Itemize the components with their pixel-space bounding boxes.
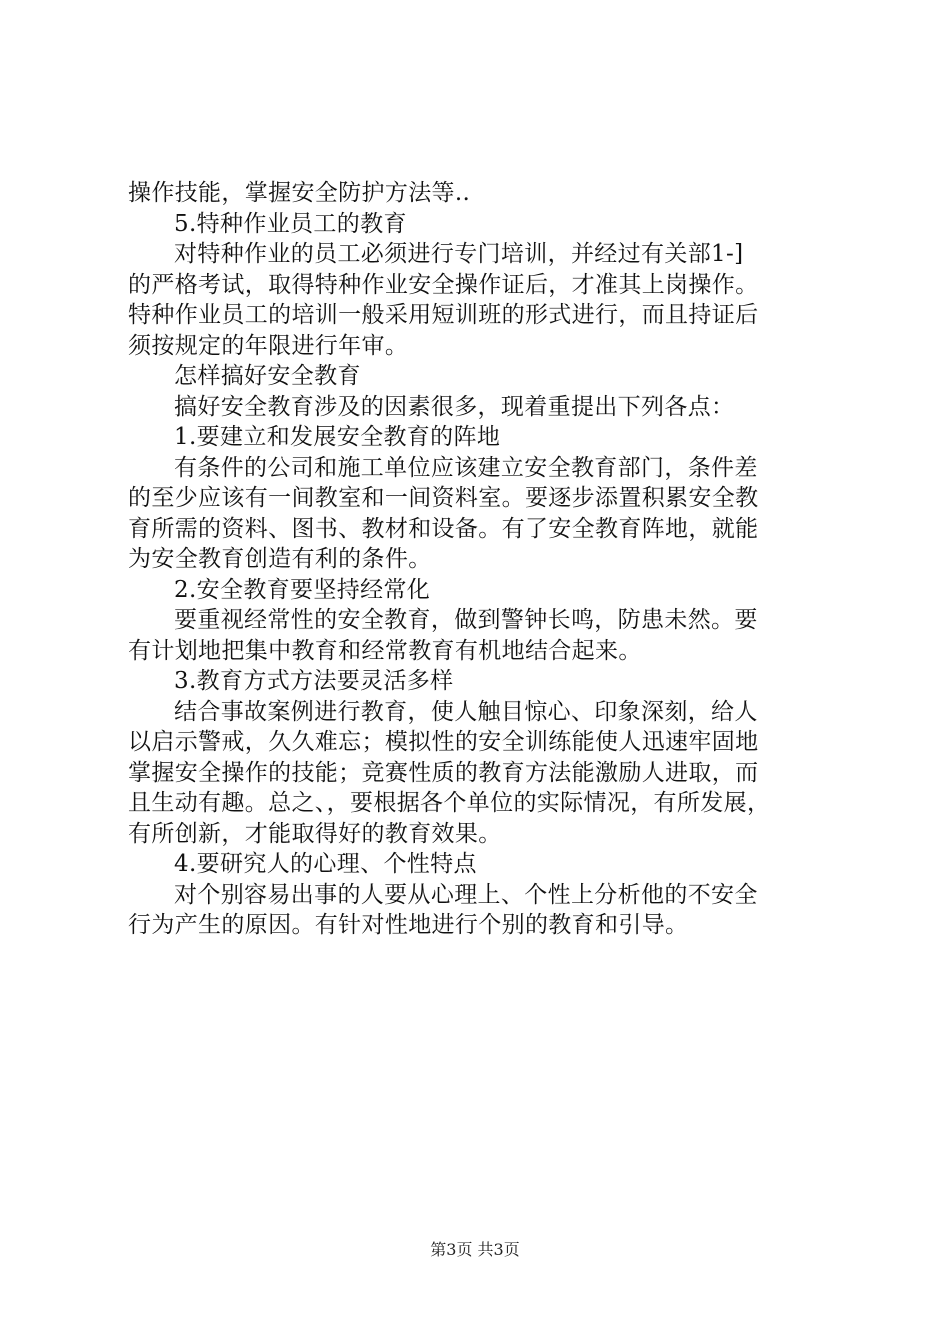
document-body <box>128 178 840 941</box>
text-line: 掌握安全操作的技能；竞赛性质的教育方法能激励人进取，而 <box>128 759 759 786</box>
text-line: 操作技能，掌握安全防护方法等.. <box>128 180 471 206</box>
text-line: 对特种作业的员工必须进行专门培训，并经过有关部1-] <box>174 241 744 267</box>
text-line: 搞好安全教育涉及的因素很多，现着重提出下列各点： <box>174 393 735 420</box>
text-line: 2.安全教育要坚持经常化 <box>174 576 431 603</box>
text-line: 特种作业员工的培训一般采用短训班的形式进行，而且持证后 <box>128 302 759 328</box>
text-line: 有条件的公司和施工单位应该建立安全教育部门，条件差 <box>174 454 758 481</box>
text-line: 育所需的资料、图书、教材和设备。有了安全教育阵地，就能 <box>128 515 759 542</box>
text-line: 为安全教育创造有利的条件。 <box>128 546 432 572</box>
text-line: 怎样搞好安全教育 <box>174 363 361 389</box>
text-line: 的严格考试，取得特种作业安全操作证后，才准其上岗操作。 <box>128 271 759 298</box>
text-line: 且生动有趣。总之、，要根据各个单位的实际情况，有所发展， <box>128 790 771 816</box>
text-line: 的至少应该有一间教室和一间资料室。要逐步添置积累安全教 <box>128 485 759 511</box>
text-line: 1.要建立和发展安全教育的阵地 <box>174 424 501 450</box>
text-line: 要重视经常性的安全教育，做到警钟长鸣，防患未然。要 <box>174 607 758 633</box>
text-line: 3.教育方式方法要灵活多样 <box>174 668 454 694</box>
text-line: 行为产生的原因。有针对性地进行个别的教育和引导。 <box>128 912 689 938</box>
text-line: 以启示警戒，久久难忘；模拟性的安全训练能使人迅速牢固地 <box>128 729 759 755</box>
text-line: 须按规定的年限进行年审。 <box>128 332 409 359</box>
text-line: 对个别容易出事的人要从心理上、个性上分析他的不安全 <box>174 881 758 908</box>
text-line: 5.特种作业员工的教育 <box>174 210 407 237</box>
page-number-footer: 第3页 共3页 <box>430 1240 520 1259</box>
text-line: 有所创新，才能取得好的教育效果。 <box>128 820 502 847</box>
text-line: 结合事故案例进行教育，使人触目惊心、印象深刻，给人 <box>174 698 758 725</box>
text-line: 4.要研究人的心理、个性特点 <box>174 851 477 877</box>
text-line: 有计划地把集中教育和经常教育有机地结合起来。 <box>128 637 642 664</box>
